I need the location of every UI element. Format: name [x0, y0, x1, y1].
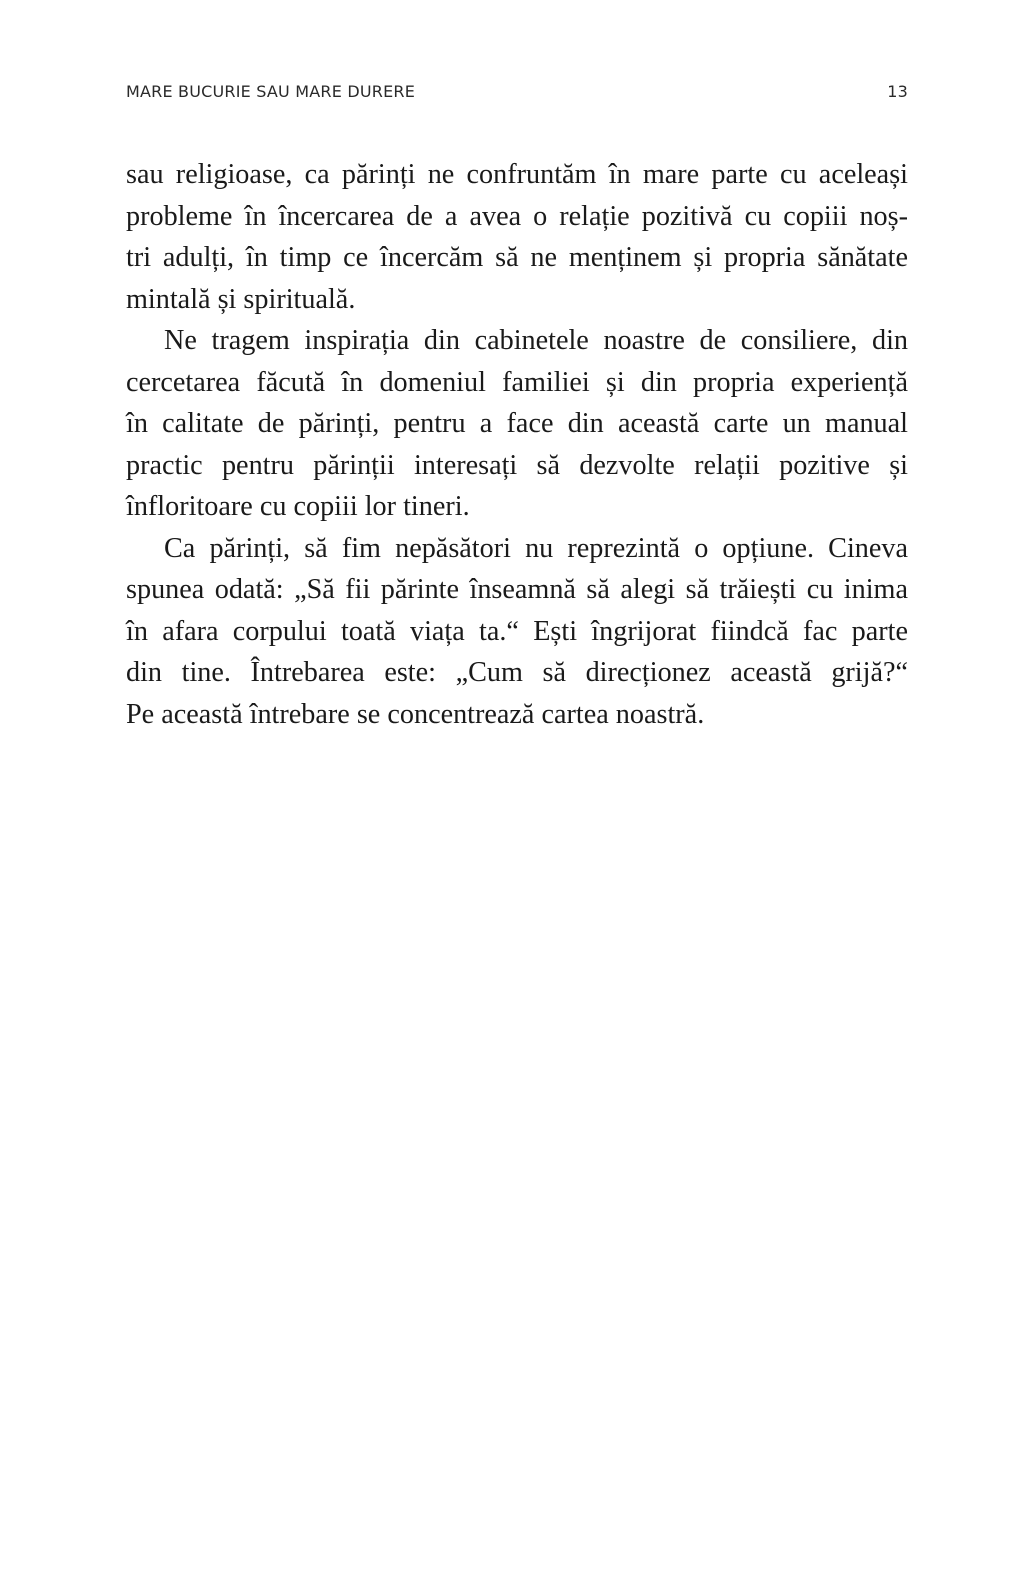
text-line: tri adulți, în timp ce încercăm să ne menținem și propria sănătate	[126, 242, 908, 273]
text-line: Ca părinți, să fim nepăsători nu reprezintă o opțiune. Cineva	[164, 532, 908, 564]
text-line: Ne tragem inspirația din cabinetele noastre de consiliere, din	[164, 325, 908, 356]
paragraph-2	[126, 320, 908, 528]
page-number: 13	[887, 82, 908, 101]
paragraph-3	[126, 528, 908, 736]
text-line: probleme în încercarea de a avea o relație pozitivă cu copiii noș-	[126, 200, 908, 232]
text-line: cercetarea făcută în domeniul familiei și din propria experiență	[126, 366, 908, 398]
paragraph-1	[126, 154, 908, 320]
running-title: MARE BUCURIE SAU MARE DURERE	[126, 82, 416, 101]
text-line: în afara corpului toată viața ta.“ Ești îngrijorat fiindcă fac parte	[126, 615, 908, 647]
text-line: în calitate de părinți, pentru a face din această carte un manual	[126, 408, 908, 439]
text-line: spunea odată: „Să fii părinte înseamnă să alegi să trăiești cu inima	[126, 574, 908, 605]
text-line: înfloritoare cu copiii lor tineri.	[126, 491, 470, 522]
text-line: Pe această întrebare se concentrează cartea noastră.	[126, 698, 705, 730]
text-line: din tine. Întrebarea este: „Cum să direcționez această grijă?“	[126, 657, 908, 688]
body-text	[126, 154, 908, 735]
running-header	[126, 82, 908, 108]
text-line: practic pentru părinții interesați să dezvolte relații pozitive și	[126, 449, 908, 481]
text-line: sau religioase, ca părinți ne confruntăm în mare parte cu aceleași	[126, 159, 908, 190]
text-line: mintală și spirituală.	[126, 283, 356, 315]
